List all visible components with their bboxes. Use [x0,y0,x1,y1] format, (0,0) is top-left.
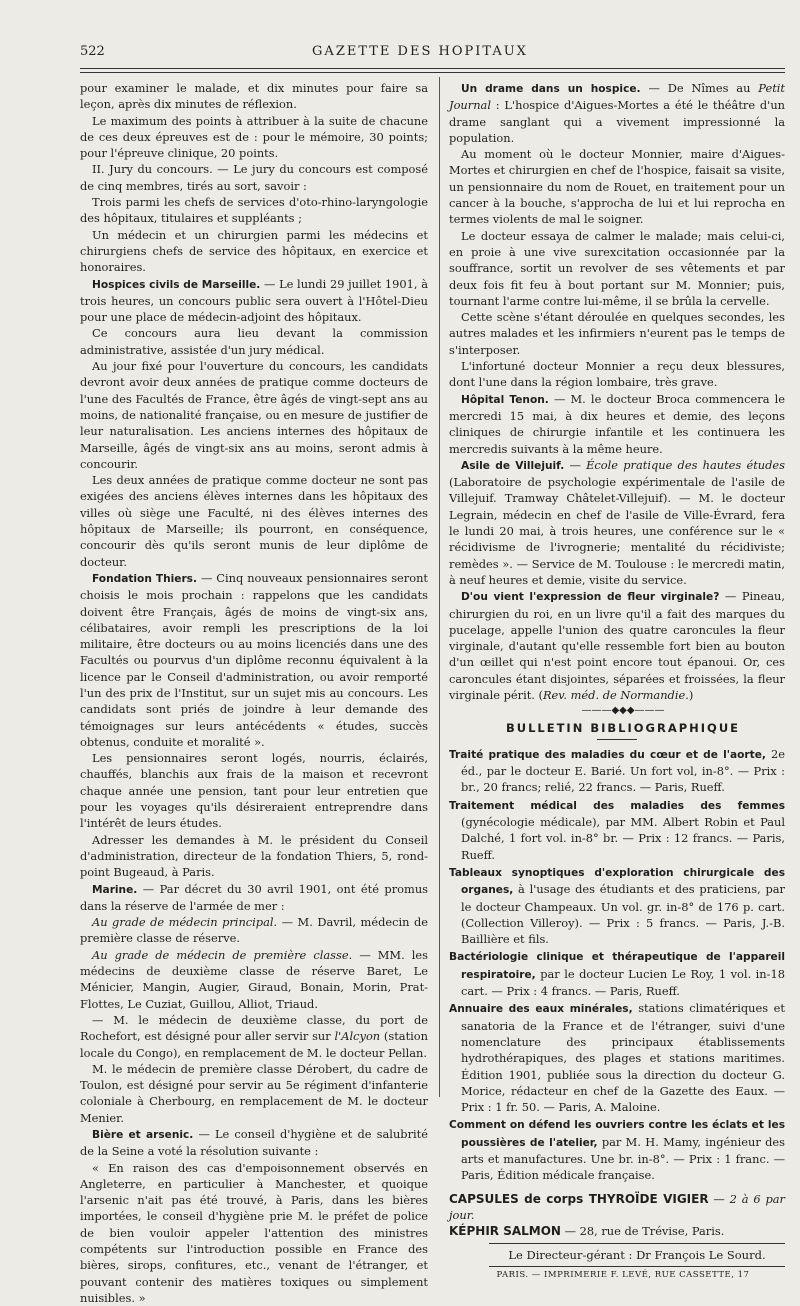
page-header [80,44,760,66]
advert-kephir: KÉPHIR SALMON — 28, rue de Trévise, Paris. [449,1224,725,1239]
journal-title: GAZETTE DES HOPITAUX [312,44,528,59]
paragraph: Au grade de médecin de première classe. — MM. les médecins de deuxième classe de réserve Baret, Le Ménicier, Mangin, Augier, Giraud, Bonain, Morin, Prat-Flottes, Le Cuziat, Guillou, Alliot, Triaud. [80,947,429,1011]
printer-line: PARIS. — IMPRIMERIE F. LEVÉ, RUE CASSETTE, 17 [496,1269,750,1280]
bulletin-title: BULLETIN BIBLIOGRAPHIQUE [505,720,741,735]
left-column [80,80,428,1306]
paragraph: Le maximum des points à attribuer à la suite de chacune de ces deux épreuves est de : pour le mémoire, 30 points; pour l'épreuve clinique, 20 points. [80,113,428,161]
advert-capsules: CAPSULES de corps THYROÏDE VIGIER — 2 à 6 par jour. [449,1191,785,1222]
heading-marseille: Hospices civils de Marseille. [92,278,261,291]
paragraph: Trois parmi les chefs de services d'oto-rhino-laryngologie des hôpitaux, titulaires et suppléants ; [80,195,428,226]
heading-arsenic: Bière et arsenic. [92,1129,194,1141]
paragraph-thiers: Fondation Thiers. — Cinq nouveaux pensionnaires seront choisis le mois prochain : rappelons que les candidats doivent être Français, âgés de moins de vingt-six ans, célibataires, avoir rempli les prescriptions de la loi militaire, être docteurs ou au moins licenciés dans une des Facultés ou pourvus d'un diplôme reconnu équivalent à la licence par le Conseil d'administration, ou avoir remporté l'un des prix de l'Institut, sur un sujet mis au concours. Les candidats sont priés de joindre à leur demande des témoignages sur leurs antécédents « études, succès obtenus, conduite et moralité ». [80,570,429,749]
paragraph: « En raison des cas d'empoisonnement observés en Angleterre, en particulier à Manchester, et quoique l'arsenic n'ait pas été trouvé, à Paris, dans les bières importées, le conseil d'hygiène prie M. le préfet de police de bien vouloir appeler l'attention des ministres compétents sur l'introduction possible en France des bières, sirops, confitures, etc., venant de l'étranger, et pouvant contenir des matières toxiques ou simplement nuisibles. » [80,1160,428,1305]
paragraph: L'infortuné docteur Monnier a reçu deux blessures, dont l'une dans la région lombaire, très grave. [449,359,785,390]
paragraph: Ce concours aura lieu devant la commission administrative, assistée d'un jury médical. [80,326,428,357]
paragraph-drame: Un drame dans un hospice. — De Nîmes au Petit Journal : L'hospice d'Aigues-Mortes a été le théâtre d'un drame sanglant qui a vivement impressionné la population. [449,81,785,145]
paragraph: Au jour fixé pour l'ouverture du concours, les candidats devront avoir deux années de pratique comme docteurs de l'une des Facultés de France, être âgés de vingt-sept ans au moins, de nationalité française, ou en mesure de justifier de leur naturalisation. Les anciens internes des hôpitaux de Marseille, âgés de vingt-six ans au moins, seront admis à concourir. [80,359,428,471]
bib-entry: Annuaire des eaux minérales, stations climatériques et sanatoria de la France et de l'étranger, suivi d'une nomenclature des principaux établissements hydrothérapiques, des plages et stations maritimes. Édition 1901, publiée sous la direction du docteur G. Morice, rédacteur en chef de la Gazette des Eaux. — Prix : 1 fr. 50. — Paris, A. Maloine. [449,1001,785,1115]
paragraph: pour examiner le malade, et dix minutes pour faire sa leçon, après dix minutes de réflexion. [80,81,428,112]
paragraph: II. Jury du concours. — Le jury du concours est composé de cinq membres, tirés au sort, savoir : [80,162,428,193]
paragraph-fleur: D'ou vient l'expression de fleur virginale? — Pineau, chirurgien du roi, en un livre qu'il a fait des marques du pucelage, appelle l'union des quatre caroncules la fleur virginale, d'autant qu'elle ressemble fort bien au bouton d'un œillet qui n'est point encore tout épanoui. Or, ces caroncules étant disjointes, séparées et froissées, la fleur virginale périt. (Rev. méd. de Normandie.) [449,589,785,702]
paragraph-marseille: Hospices civils de Marseille. — Le lundi 29 juillet 1901, à trois heures, un concours public sera ouvert à l'Hôtel-Dieu pour une place de médecin-adjoint des hôpitaux. [80,276,429,325]
paragraph: M. le médecin de première classe Dérobert, du cadre de Toulon, est désigné pour servir au 5e régiment d'infanterie coloniale à Cherbourg, en remplacement de M. le docteur Menier. [80,1061,428,1125]
bib-entry: Bactériologie clinique et thérapeutique de l'appareil respiratoire, par le docteur Lucien Le Roy, 1 vol. in-18 cart. — Prix : 4 francs. — Paris, Rueff. [449,951,785,999]
bib-entry: Traité pratique des maladies du cœur et de l'aorte, 2e éd., par le docteur E. Barié. Un fort vol, in-8°. — Prix : br., 20 francs; relié, 22 francs. — Paris, Rueff. [449,746,786,795]
heading-thiers: Fondation Thiers. [92,572,198,585]
ornament: ———◆◆◆——— [581,705,665,717]
right-column [449,80,785,1283]
header-rule-thin [80,72,785,73]
header-rule [80,68,785,69]
bib-entry: Comment on défend les ouvriers contre les éclats et les poussières de l'atelier, par M. H. Mamy, ingénieur des arts et manufactures. Une br. in-8°. — Prix : 1 franc. — Paris, Édition médicale française. [449,1119,786,1183]
paragraph-villejuif: Asile de Villejuif. — École pratique des hautes études (Laboratoire de psychologie expérimentale de l'asile de Villejuif. Tramway Châtelet-Villejuif). — M. le docteur Legrain, médecin en chef de l'asile de Ville-Évrard, fera le lundi 20 mai, à trois heures, une conférence sur le « récidivisme de l'ivrognerie; mentalité du récidiviste; remèdes ». — Service de M. Toulouse : le mercredi matin, à neuf heures et demie, visite du service. [449,457,786,587]
paragraph-marine: Marine. — Par décret du 30 avril 1901, ont été promus dans la réserve de l'armée de mer : [80,881,428,913]
page-number: 522 [80,44,105,59]
paragraph: — M. le médecin de deuxième classe, du port de Rochefort, est désigné pour aller servir sur l'Alcyon (station locale du Congo), en remplacement de M. le docteur Pellan. [80,1012,428,1060]
paragraph: Les pensionnaires seront logés, nourris, éclairés, chauffés, blanchis aux frais de la maison et recevront chaque année une pension, tant pour leur entretien que pour les voyages qu'ils désireraient entreprendre dans l'intérêt de leurs études. [80,751,428,831]
bulletin-rule [597,739,637,740]
paragraph: Au grade de médecin principal. — M. Davril, médecin de première classe de réserve. [80,915,428,946]
bib-entry: Tableaux synoptiques d'exploration chirurgicale des organes, à l'usage des étudiants et des praticiens, par le docteur Champeaux. Un vol. gr. in-8° de 176 p. cart. (Collection Villeroy). — Prix : 5 francs. — Paris, J.-B. Baillière et fils. [449,866,785,947]
bib-entry: Traitement médical des maladies des femmes (gynécologie médicale), par MM. Albert Robin et Paul Dalché, 1 fort vol. in-8° br. — Prix : 12 francs. — Paris, Rueff. [449,799,785,862]
paragraph: Adresser les demandes à M. le président du Conseil d'administration, directeur de la fondation Thiers, 5, rond-point Bugeaud, à Paris. [80,832,428,880]
paragraph-tenon: Hôpital Tenon. — M. le docteur Broca commencera le mercredi 15 mai, à dix heures et demie, des leçons cliniques de chirurgie infantile et les continuera les mercredis suivants à la même heure. [449,391,786,456]
heading-marine: Marine. [92,883,138,896]
paragraph: Cette scène s'étant déroulée en quelques secondes, les autres malades et les infirmiers n'eurent pas le temps de s'interposer. [449,310,785,357]
column-divider [439,77,440,1097]
paragraph-arsenic: Bière et arsenic. — Le conseil d'hygiène et de salubrité de la Seine a voté la résolution suivante : [80,1127,428,1159]
paragraph: Au moment où le docteur Monnier, maire d'Aigues-Mortes et chirurgien en chef de l'hospice, faisait sa visite, un pensionnaire du nom de Rouet, en traitement pour un cancer à la bouche, s'approcha de lui et lui reprocha en termes violents de mal le soigner. [449,147,785,227]
paragraph: Les deux années de pratique comme docteur ne sont pas exigées des anciens élèves internes dans les hôpitaux des villes où siège une Faculté, ni des élèves internes des hôpitaux de Marseille; ils pourront, en conséquence, concourir dès qu'ils seront munis de leur diplôme de docteur. [80,473,428,569]
paragraph: Le docteur essaya de calmer le malade; mais celui-ci, en proie à une vive surexcitation occasionnée par la souffrance, sortit un revolver de ses vêtements et par deux fois fit feu à bout portant sur M. Monnier; puis, tournant l'arme contre lui-même, il se brûla la cervelle. [449,228,785,308]
director-line: Le Directeur-gérant : Dr François Le Sourd. [489,1243,785,1266]
paragraph: Un médecin et un chirurgien parmi les médecins et chirurgiens chefs de service des hôpitaux, en exercice et honoraires. [80,227,428,275]
